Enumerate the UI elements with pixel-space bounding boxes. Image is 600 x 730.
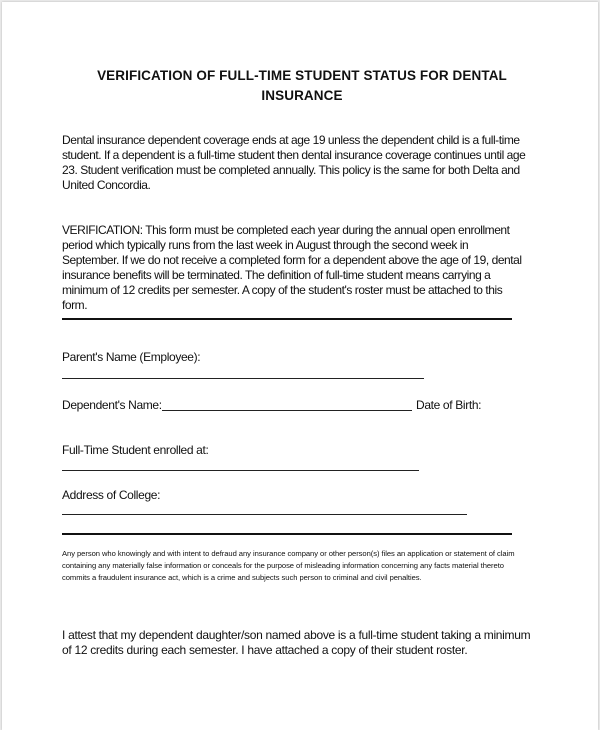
section-divider-bottom: [62, 533, 512, 535]
attestation-paragraph: I attest that my dependent daughter/son named above is a full-time student taking a minimum of 12 credits during each semester. I have attached a copy of their student roster.: [62, 628, 531, 657]
college-address-label: Address of College:: [62, 488, 161, 502]
enrolled-at-field[interactable]: [62, 470, 419, 471]
section-divider-top: [62, 318, 512, 320]
form-title-line-1: VERIFICATION OF FULL-TIME STUDENT STATUS FOR DENTAL: [97, 68, 507, 83]
enrolled-at-label: Full-Time Student enrolled at:: [62, 443, 209, 457]
parent-name-label: Parent's Name (Employee):: [62, 350, 201, 364]
college-address-field[interactable]: [62, 514, 467, 515]
document-page: [2, 2, 598, 730]
dependent-name-field[interactable]: [162, 410, 412, 411]
dependent-name-label: Dependent's Name:: [62, 398, 162, 412]
form-title-line-2: INSURANCE: [261, 88, 343, 103]
date-of-birth-label: Date of Birth:: [416, 398, 482, 412]
parent-name-field[interactable]: [62, 378, 424, 379]
fraud-warning-text: Any person who knowingly and with intent to defraud any insurance company or other person(s) files an application or statement of claim containing any materially false information or conceals for the purpose of misleading information concerning any facts material thereto commits a fraudulent insurance act, which is a crime and subjects such person to criminal and civil penalties.: [62, 549, 515, 582]
intro-paragraph: Dental insurance dependent coverage ends at age 19 unless the dependent child is a full-time student. If a dependent is a full-time student then dental insurance coverage continues until age 23. Student verification must be completed annually. This policy is the same for both Delta and United Concordia.: [62, 133, 526, 192]
verification-paragraph: VERIFICATION: This form must be completed each year during the annual open enrollment period which typically runs from the last week in August through the second week in September. If we do not receive a completed form for a dependent above the age of 19, dental insurance benefits will be terminated. The definition of full-time student means carrying a minimum of 12 credits per semester. A copy of the student's roster must be attached to this form.: [62, 223, 522, 312]
